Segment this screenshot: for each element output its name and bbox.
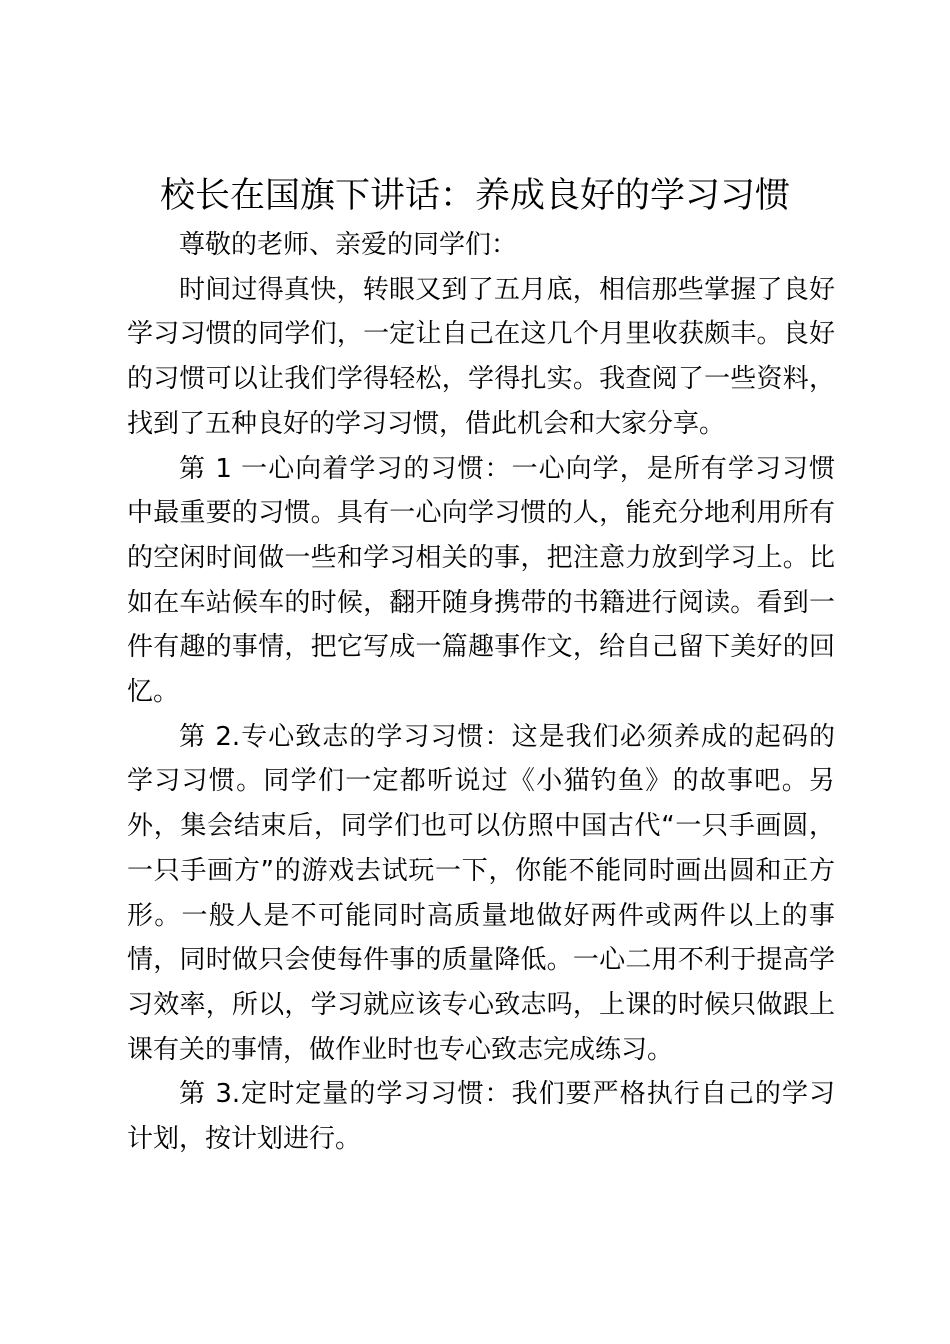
document-title: 校长在国旗下讲话：养成良好的学习习惯 <box>159 176 790 216</box>
document-body <box>127 223 835 1162</box>
paragraph-salutation: 尊敬的老师、亲爱的同学们： <box>179 230 518 260</box>
paragraph-habit-2: 第 2.专心致志的学习习惯：这是我们必须养成的起码的学习习惯。同学们一定都听说过《小猫钓鱼》的故事吧。另外，集会结束后，同学们也可以仿照中国古代“一只手画圆，一只手画方”的游戏去试玩一下，你能不能同时画出圆和正方形。一般人是不可能同时高质量地做好两件或两件以上的事情，同时做只会使每件事的质量降低。一心二用不利于提高学习效率，所以，学习就应该专心致志吗，上课的时候只做跟上课有关的事情，做作业时也专心致志完成练习。 <box>127 721 835 1065</box>
paragraph-habit-1: 第 1 一心向着学习的习惯：一心向学，是所有学习习惯中最重要的习惯。具有一心向学习惯的人，能充分地利用所有的空闲时间做一些和学习相关的事，把注意力放到学习上。比如在车站候车的时候，翻开随身携带的书籍进行阅读。看到一件有趣的事情，把它写成一篇趣事作文，给自己留下美好的回忆。 <box>127 453 835 708</box>
paragraph-intro: 时间过得真快，转眼又到了五月底，相信那些掌握了良好学习习惯的同学们，一定让自己在这几个月里收获颇丰。良好的习惯可以让我们学得轻松，学得扎实。我查阅了一些资料，找到了五种良好的学习习惯，借此机会和大家分享。 <box>127 274 835 439</box>
paragraph-habit-3: 第 3.定时定量的学习习惯：我们要严格执行自己的学习计划，按计划进行。 <box>127 1079 835 1155</box>
